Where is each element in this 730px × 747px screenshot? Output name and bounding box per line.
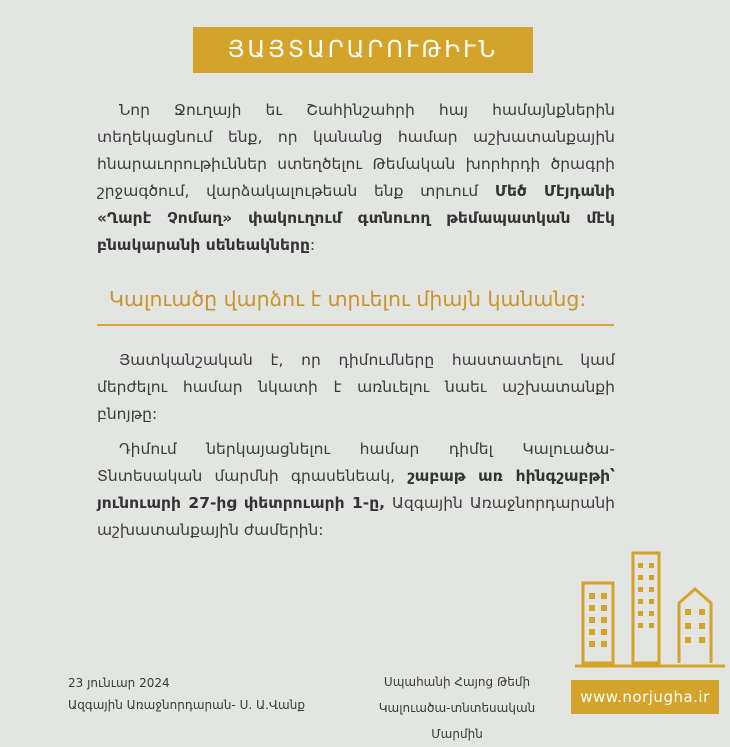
intro-paragraph (97, 97, 615, 259)
intro-end: : (309, 236, 316, 254)
application-text-1: Դիմում ներկայացնելու համար դիմել Կալուածա-Տնտեսական մարմնի գրասենեակ, (97, 440, 615, 485)
website-badge[interactable] (571, 680, 719, 714)
footer-date-block (68, 672, 305, 716)
footer-org-line2: Կալուածա-տնտեսական Մարմին (378, 701, 536, 741)
note-paragraph: Յատկանշական է, որ դիմումները հաստատելու կամ մերժելու համար նկատի է առնւելու նաեւ աշխատանքի բնոյթը: (97, 351, 615, 423)
application-paragraph (97, 436, 615, 544)
footer-org-block (352, 669, 562, 747)
buildings-icon (575, 545, 725, 670)
website-link[interactable]: www.norjugha.ir (580, 688, 710, 706)
application-text-2: Ազգային Առաջնորդարանի աշխատանքային ժամերին: (97, 494, 615, 539)
application-dates: շաբաթ առ հինգշաբթի՝ յունուարի 27-ից փետրուարի 1-ը, (97, 467, 615, 512)
footer-date: 23 յունւար 2024 (68, 676, 170, 690)
footer-org-line1: Սպահանի Հայոց Թեմի (383, 675, 531, 689)
highlight-statement: Կալուածը վարձու է տրւելու միայն կանանց: (109, 287, 587, 311)
intro-text: Նոր Ջուղայի եւ Շահինշահրի հայ համայնքներին տեղեկացնում ենք, որ կանանց համար աշխատանքային հնարաւորութիւններ ստեղծելու Թեմական խորհրդի ծրագրի շրջագծում, վարձակալութեան ենք տրւում (97, 101, 615, 200)
title-banner (193, 27, 533, 73)
intro-bold-text: Մեծ Մէյդանի «Ղարէ Չոմաղ» փակուղում գտնուող թեմապատկան մէկ բնակարանի սենեակները (97, 182, 615, 254)
page-title: ՅԱՅՏԱՐԱՐՈՒԹԻՒՆ (227, 37, 499, 63)
divider-line (97, 324, 614, 326)
footer-location: Ազգային Առաջնորդարան- Ս. Ա.Վանք (68, 698, 305, 712)
